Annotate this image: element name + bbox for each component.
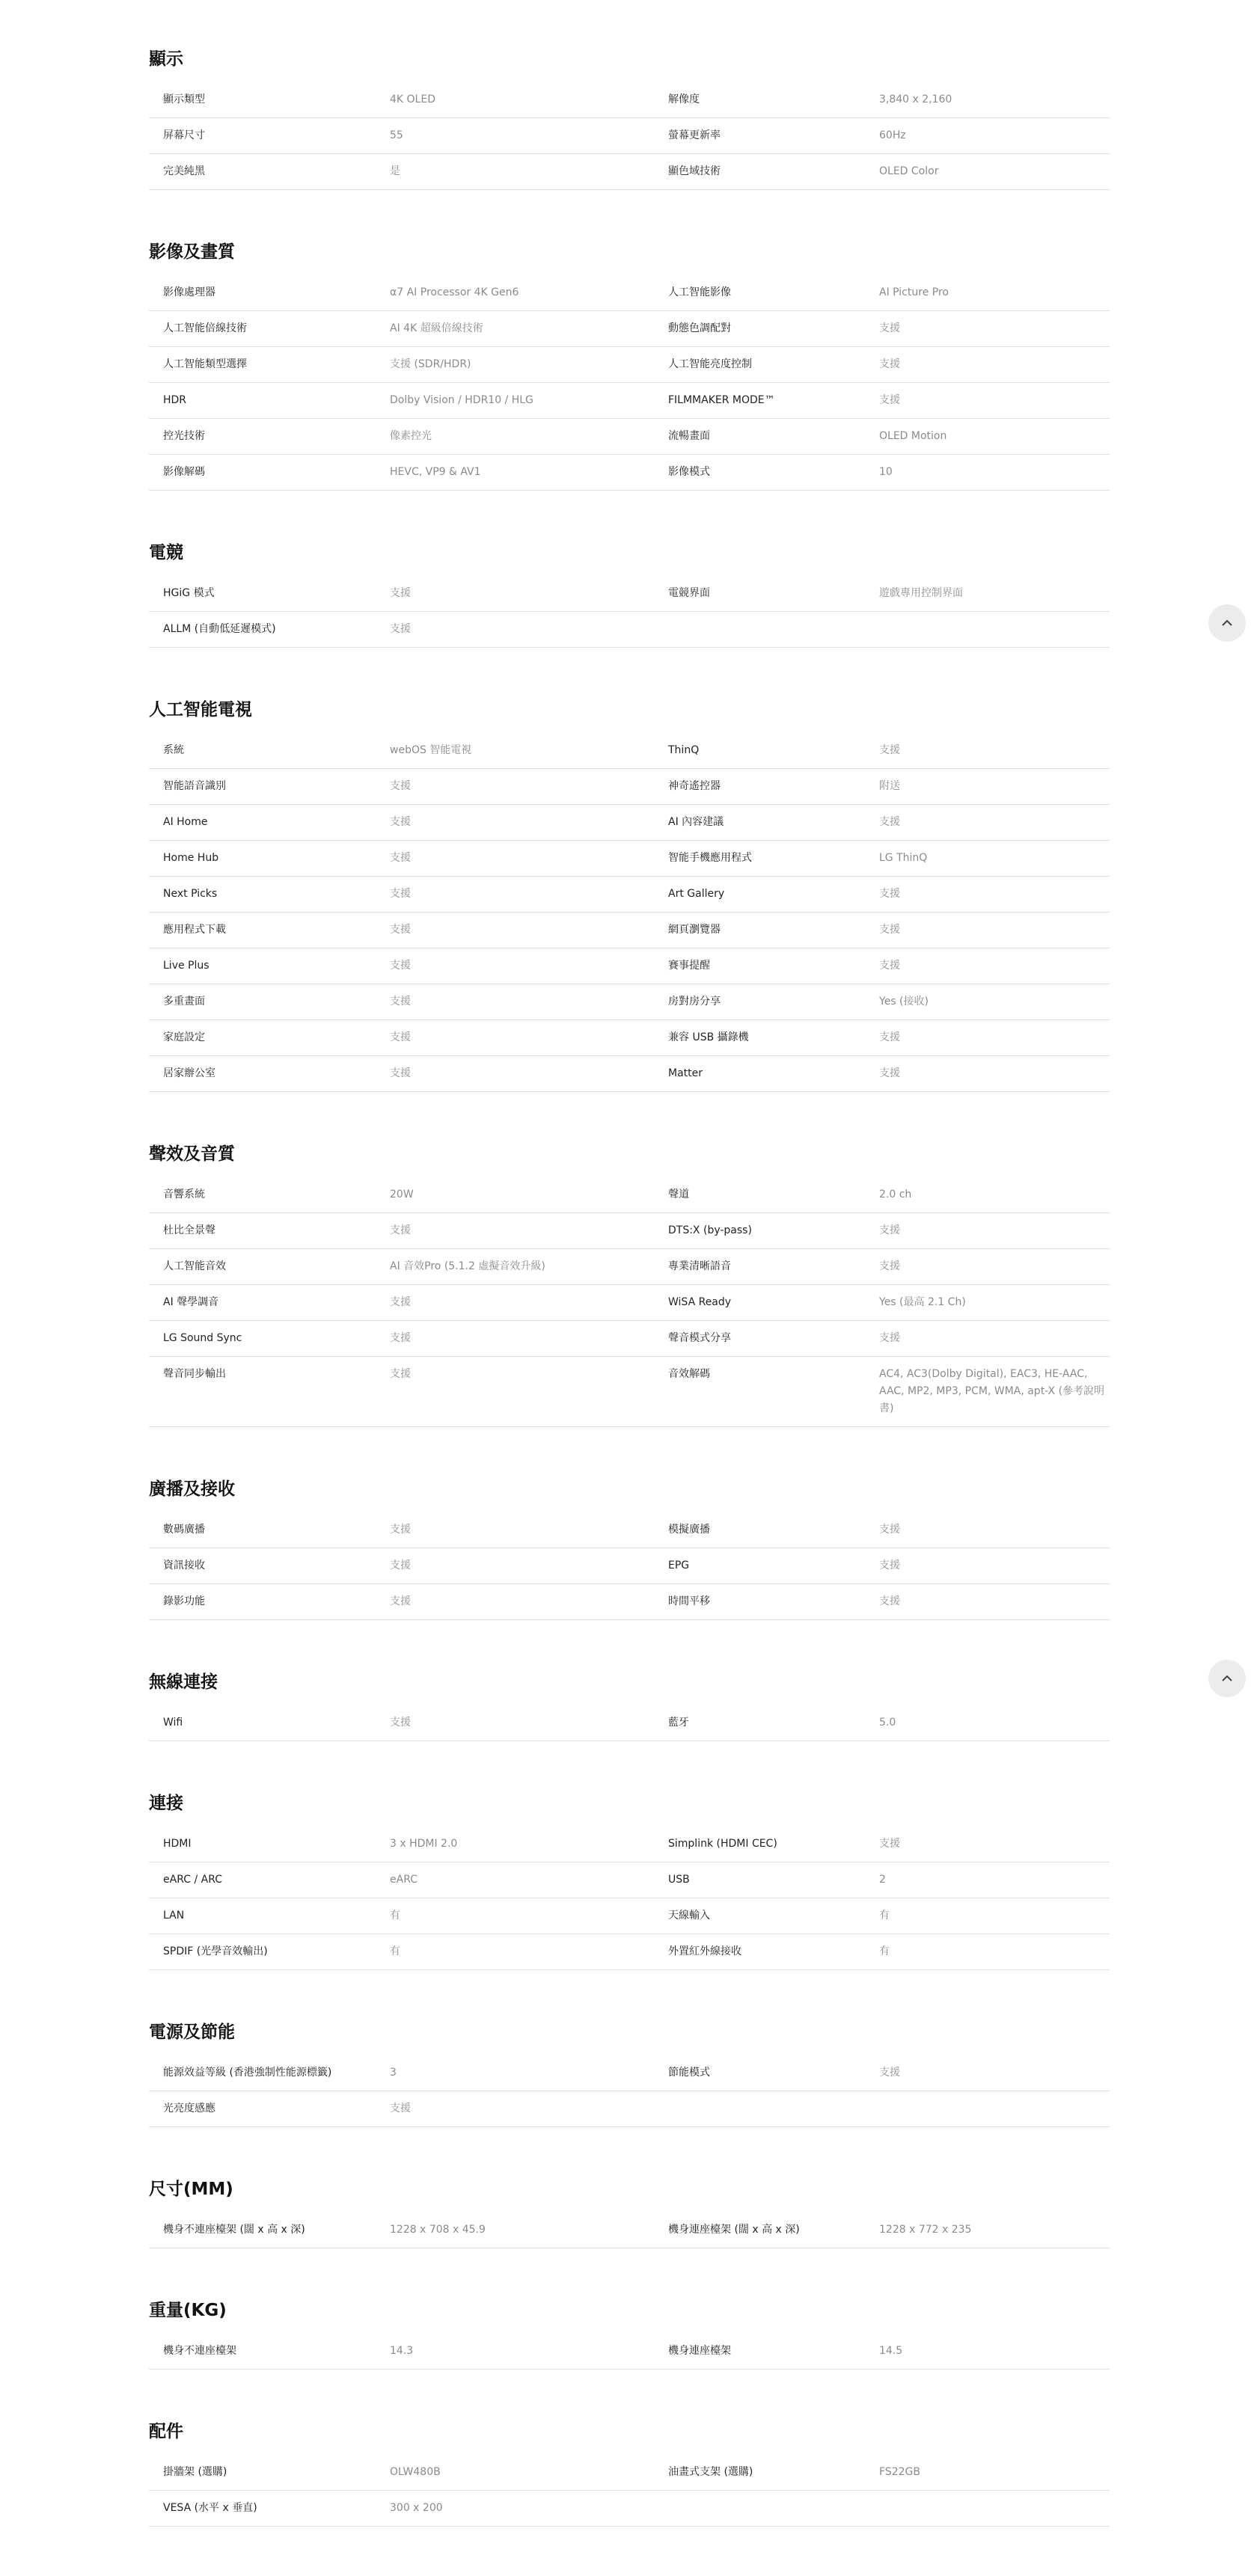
spec-value: webOS 智能電視 — [390, 744, 472, 756]
spec-value: 支援 — [879, 924, 900, 936]
spec-row — [149, 2455, 1110, 2491]
spec-row — [149, 1321, 1110, 1357]
spec-value: 有 — [390, 1945, 400, 1957]
spec-value: 支援 — [879, 1838, 900, 1850]
spec-label — [668, 612, 879, 647]
spec-row — [149, 1862, 1110, 1898]
spec-value: 有 — [390, 1910, 400, 1922]
section-title: 人工智能電視 — [149, 700, 252, 720]
spec-label: 專業清晰語音 — [668, 1260, 731, 1272]
spec-row — [149, 455, 1110, 491]
spec-value: 像素控光 — [390, 430, 432, 442]
section-title: 無線連接 — [149, 1672, 218, 1692]
spec-value: 支援 — [879, 322, 900, 334]
spec-label: Live Plus — [163, 960, 210, 972]
spec-value: 附送 — [879, 780, 900, 792]
spec-value: 有 — [879, 1945, 890, 1957]
spec-label: 多重畫面 — [163, 996, 205, 1008]
spec-value: 有 — [879, 1910, 890, 1922]
spec-value: 支援 — [879, 2067, 900, 2079]
spec-label: 顯示類型 — [163, 93, 205, 105]
spec-row — [149, 118, 1110, 154]
spec-row — [149, 733, 1110, 769]
spec-section — [149, 239, 1110, 491]
spec-section — [149, 1141, 1110, 1427]
spec-label: WiSA Ready — [668, 1296, 732, 1308]
spec-label: 藍牙 — [668, 1717, 689, 1729]
spec-label: ThinQ — [668, 744, 700, 756]
spec-value: AC4, AC3(Dolby Digital), EAC3, HE-AAC, AAC, MP2, MP3, PCM, WMA, apt-X (參考說明書) — [879, 1368, 1105, 1414]
spec-value: 10 — [879, 466, 893, 478]
spec-value: 支援 — [879, 1067, 900, 1079]
spec-value: 支援 — [879, 888, 900, 900]
section-title: 影像及畫質 — [149, 242, 235, 262]
section-title: 尺寸(MM) — [149, 2180, 233, 2199]
spec-value: 遊戲專用控制界面 — [879, 587, 963, 599]
spec-label: ALLM (自動低延遲模式) — [163, 623, 276, 635]
spec-value: Yes (接收) — [879, 996, 929, 1008]
spec-section — [149, 1476, 1110, 1620]
spec-value: 支援 — [879, 1595, 900, 1607]
spec-label: VESA (水平 x 垂直) — [163, 2502, 257, 2514]
spec-value — [879, 2491, 1110, 2526]
spec-row — [149, 1898, 1110, 1934]
spec-section — [149, 540, 1110, 648]
section-title: 廣播及接收 — [149, 1479, 235, 1499]
spec-label: 神奇遙控器 — [668, 780, 721, 792]
spec-label: 音響系統 — [163, 1189, 205, 1200]
spec-label: Art Gallery — [668, 888, 725, 900]
spec-label: HDMI — [163, 1838, 192, 1850]
spec-value: 300 x 200 — [390, 2502, 443, 2514]
spec-value — [879, 612, 1110, 647]
spec-label: AI Home — [163, 816, 208, 828]
spec-value: OLED Motion — [879, 430, 947, 442]
spec-value: 3,840 x 2,160 — [879, 93, 952, 105]
spec-value: Dolby Vision / HDR10 / HLG — [390, 394, 533, 406]
spec-label — [668, 2091, 879, 2126]
spec-value: 14.3 — [390, 2345, 414, 2357]
spec-row — [149, 841, 1110, 877]
spec-row — [149, 275, 1110, 311]
section-title: 連接 — [149, 1794, 183, 1813]
spec-value: 支援 — [390, 1368, 411, 1380]
spec-row — [149, 913, 1110, 948]
spec-label: 流暢畫面 — [668, 430, 710, 442]
spec-row — [149, 1705, 1110, 1741]
spec-label: 錄影功能 — [163, 1595, 205, 1607]
spec-row — [149, 805, 1110, 841]
section-title: 顯示 — [149, 49, 183, 69]
spec-label: 解像度 — [668, 93, 700, 105]
spec-label: 數碼廣播 — [163, 1524, 205, 1536]
spec-label: 能源效益等級 (香港強制性能源標籤) — [163, 2067, 332, 2079]
spec-value: AI 4K 超級倍線技術 — [390, 322, 483, 334]
spec-section — [149, 2177, 1110, 2248]
spec-label: 外置紅外線接收 — [668, 1945, 741, 1957]
spec-value: AI 音效Pro (5.1.2 虛擬音效升級) — [390, 1260, 545, 1272]
spec-row — [149, 1213, 1110, 1249]
spec-label: 聲道 — [668, 1189, 689, 1200]
spec-value: 支援 — [390, 1296, 411, 1308]
spec-section — [149, 2419, 1110, 2527]
spec-label: 模擬廣播 — [668, 1524, 710, 1536]
spec-label: LG Sound Sync — [163, 1332, 242, 1344]
spec-value: 60Hz — [879, 129, 906, 141]
spec-row — [149, 612, 1110, 648]
spec-label: 家庭設定 — [163, 1031, 205, 1043]
spec-label: HDR — [163, 394, 187, 406]
spec-value: 支援 — [879, 1224, 900, 1236]
spec-value: 3 — [390, 2067, 397, 2079]
spec-row — [149, 2334, 1110, 2370]
spec-label: 音效解碼 — [668, 1368, 710, 1380]
spec-label: 網頁瀏覽器 — [668, 924, 721, 936]
spec-label: HGiG 模式 — [163, 587, 215, 599]
spec-label: 兼容 USB 攝錄機 — [668, 1031, 749, 1043]
spec-row — [149, 1934, 1110, 1970]
spec-label: 完美純黑 — [163, 165, 205, 177]
spec-row — [149, 383, 1110, 419]
spec-value: Yes (最高 2.1 Ch) — [879, 1296, 966, 1308]
spec-value: 3 x HDMI 2.0 — [390, 1838, 458, 1850]
spec-value: 支援 — [879, 744, 900, 756]
spec-section — [149, 697, 1110, 1092]
spec-label: 賽事提醒 — [668, 960, 710, 972]
spec-label: DTS:X (by-pass) — [668, 1224, 752, 1236]
spec-row — [149, 1020, 1110, 1056]
spec-label: Wifi — [163, 1717, 183, 1729]
spec-row — [149, 576, 1110, 612]
spec-row — [149, 1548, 1110, 1584]
spec-list — [149, 46, 1110, 2576]
spec-label: 電競界面 — [668, 587, 710, 599]
section-title: 電源及節能 — [149, 2023, 235, 2042]
spec-label: LAN — [163, 1910, 185, 1922]
spec-label: 動態色調配對 — [668, 322, 731, 334]
spec-label: 油畫式支架 (選購) — [668, 2466, 753, 2478]
spec-value: OLED Color — [879, 165, 939, 177]
spec-label: 影像解碼 — [163, 466, 205, 478]
spec-label: USB — [668, 1874, 690, 1886]
chevron-up-icon — [1220, 616, 1234, 631]
spec-label: 杜比全景聲 — [163, 1224, 215, 1236]
spec-label: EPG — [668, 1560, 690, 1571]
section-title: 電競 — [149, 543, 183, 562]
spec-value: 5.0 — [879, 1717, 896, 1729]
spec-label: 天線輸入 — [668, 1910, 710, 1922]
spec-row — [149, 2055, 1110, 2091]
spec-value: 支援 — [390, 623, 411, 635]
spec-value: 支援 — [390, 1067, 411, 1079]
spec-row — [149, 1285, 1110, 1321]
spec-value: 20W — [390, 1189, 414, 1200]
spec-value: 支援 — [390, 888, 411, 900]
spec-label: eARC / ARC — [163, 1874, 222, 1886]
spec-label: 控光技術 — [163, 430, 205, 442]
spec-label: AI 內容建議 — [668, 816, 724, 828]
spec-section — [149, 2298, 1110, 2370]
spec-value: 支援 — [390, 1224, 411, 1236]
spec-row — [149, 419, 1110, 455]
spec-row — [149, 984, 1110, 1020]
spec-value: eARC — [390, 1874, 418, 1886]
spec-value: 55 — [390, 129, 403, 141]
spec-value: 支援 — [390, 587, 411, 599]
spec-row — [149, 311, 1110, 347]
spec-value: AI Picture Pro — [879, 286, 949, 298]
spec-value: 14.5 — [879, 2345, 903, 2357]
spec-row — [149, 82, 1110, 118]
section-title: 重量(KG) — [149, 2301, 227, 2320]
spec-row — [149, 2212, 1110, 2248]
spec-row — [149, 2491, 1110, 2527]
spec-label: 人工智能音效 — [163, 1260, 226, 1272]
spec-value: 支援 — [879, 1031, 900, 1043]
scroll-to-top-button[interactable] — [1208, 1660, 1246, 1697]
spec-value: 支援 — [879, 1560, 900, 1571]
spec-value: 支援 — [390, 1031, 411, 1043]
spec-label: 資訊接收 — [163, 1560, 205, 1571]
spec-label: 節能模式 — [668, 2067, 710, 2079]
spec-label: 影像處理器 — [163, 286, 215, 298]
spec-label: 人工智能倍線技術 — [163, 322, 247, 334]
spec-label: 聲音模式分享 — [668, 1332, 731, 1344]
spec-value: 是 — [390, 165, 400, 177]
spec-row — [149, 154, 1110, 190]
spec-value: 支援 — [390, 996, 411, 1008]
spec-label: 系統 — [163, 744, 184, 756]
spec-row — [149, 1584, 1110, 1620]
spec-value: α7 AI Processor 4K Gen6 — [390, 286, 519, 298]
spec-label: 人工智能類型選擇 — [163, 358, 247, 370]
spec-label: 居家辦公室 — [163, 1067, 215, 1079]
spec-value: 1228 x 708 x 45.9 — [390, 2224, 486, 2236]
spec-label: 機身不連座檯架 (闊 x 高 x 深) — [163, 2224, 305, 2236]
spec-label: 應用程式下載 — [163, 924, 226, 936]
spec-value: 支援 — [390, 2103, 411, 2115]
spec-value: 1228 x 772 x 235 — [879, 2224, 972, 2236]
spec-label: 機身不連座檯架 — [163, 2345, 236, 2357]
spec-label: 時間平移 — [668, 1595, 710, 1607]
spec-section — [149, 1669, 1110, 1741]
spec-value: 支援 — [390, 1717, 411, 1729]
spec-label: 掛牆架 (選購) — [163, 2466, 227, 2478]
spec-label: 機身連座檯架 (闊 x 高 x 深) — [668, 2224, 800, 2236]
spec-label: AI 聲學調音 — [163, 1296, 219, 1308]
spec-row — [149, 1177, 1110, 1213]
spec-row — [149, 1056, 1110, 1092]
spec-row — [149, 1827, 1110, 1862]
spec-value: 支援 — [879, 816, 900, 828]
spec-row — [149, 1249, 1110, 1285]
spec-value: 支援 — [390, 1524, 411, 1536]
spec-label: 人工智能影像 — [668, 286, 731, 298]
spec-value: 支援 — [879, 960, 900, 972]
spec-value: HEVC, VP9 & AV1 — [390, 466, 481, 478]
spec-label: 顯色域技術 — [668, 165, 721, 177]
spec-value — [879, 2091, 1110, 2126]
spec-label: FILMMAKER MODE™ — [668, 394, 775, 406]
spec-row — [149, 1357, 1110, 1427]
spec-label: 房對房分享 — [668, 996, 721, 1008]
spec-row — [149, 948, 1110, 984]
spec-value: 2.0 ch — [879, 1189, 912, 1200]
spec-value: 支援 — [390, 780, 411, 792]
spec-value: 4K OLED — [390, 93, 435, 105]
spec-value: 2 — [879, 1874, 886, 1886]
spec-value: 支援 — [390, 924, 411, 936]
section-title: 聲效及音質 — [149, 1144, 235, 1164]
spec-row — [149, 769, 1110, 805]
spec-value: 支援 (SDR/HDR) — [390, 358, 471, 370]
section-title: 配件 — [149, 2422, 183, 2441]
spec-row — [149, 1512, 1110, 1548]
spec-row — [149, 347, 1110, 383]
spec-row — [149, 877, 1110, 913]
spec-section — [149, 2020, 1110, 2127]
spec-value: 支援 — [390, 960, 411, 972]
spec-label: Matter — [668, 1067, 703, 1079]
spec-value: 支援 — [879, 1332, 900, 1344]
spec-label: 光亮度感應 — [163, 2103, 215, 2115]
spec-label: 智能語音識別 — [163, 780, 226, 792]
spec-label: 聲音同步輸出 — [163, 1368, 226, 1380]
spec-label: Home Hub — [163, 852, 219, 864]
spec-label — [668, 2491, 879, 2526]
spec-section — [149, 1791, 1110, 1970]
spec-label: 機身連座檯架 — [668, 2345, 731, 2357]
chevron-up-icon — [1220, 1672, 1234, 1686]
spec-value: 支援 — [879, 1524, 900, 1536]
spec-label: 螢幕更新率 — [668, 129, 721, 141]
spec-value: 支援 — [390, 852, 411, 864]
spec-label: 人工智能亮度控制 — [668, 358, 752, 370]
spec-row — [149, 2091, 1110, 2127]
spec-value: 支援 — [390, 1332, 411, 1344]
spec-value: LG ThinQ — [879, 852, 928, 864]
spec-value: 支援 — [390, 1595, 411, 1607]
spec-label: Simplink (HDMI CEC) — [668, 1838, 777, 1850]
spec-label: Next Picks — [163, 888, 218, 900]
spec-section — [149, 46, 1110, 190]
spec-value: 支援 — [390, 816, 411, 828]
spec-label: 影像模式 — [668, 466, 710, 478]
spec-label: SPDIF (光學音效輸出) — [163, 1945, 268, 1957]
scroll-to-top-button[interactable] — [1208, 604, 1246, 642]
spec-label: 智能手機應用程式 — [668, 852, 752, 864]
spec-value: OLW480B — [390, 2466, 441, 2478]
spec-value: 支援 — [879, 1260, 900, 1272]
spec-label: 屏幕尺寸 — [163, 129, 205, 141]
spec-value: 支援 — [879, 358, 900, 370]
spec-value: 支援 — [390, 1560, 411, 1571]
spec-value: 支援 — [879, 394, 900, 406]
spec-value: FS22GB — [879, 2466, 920, 2478]
